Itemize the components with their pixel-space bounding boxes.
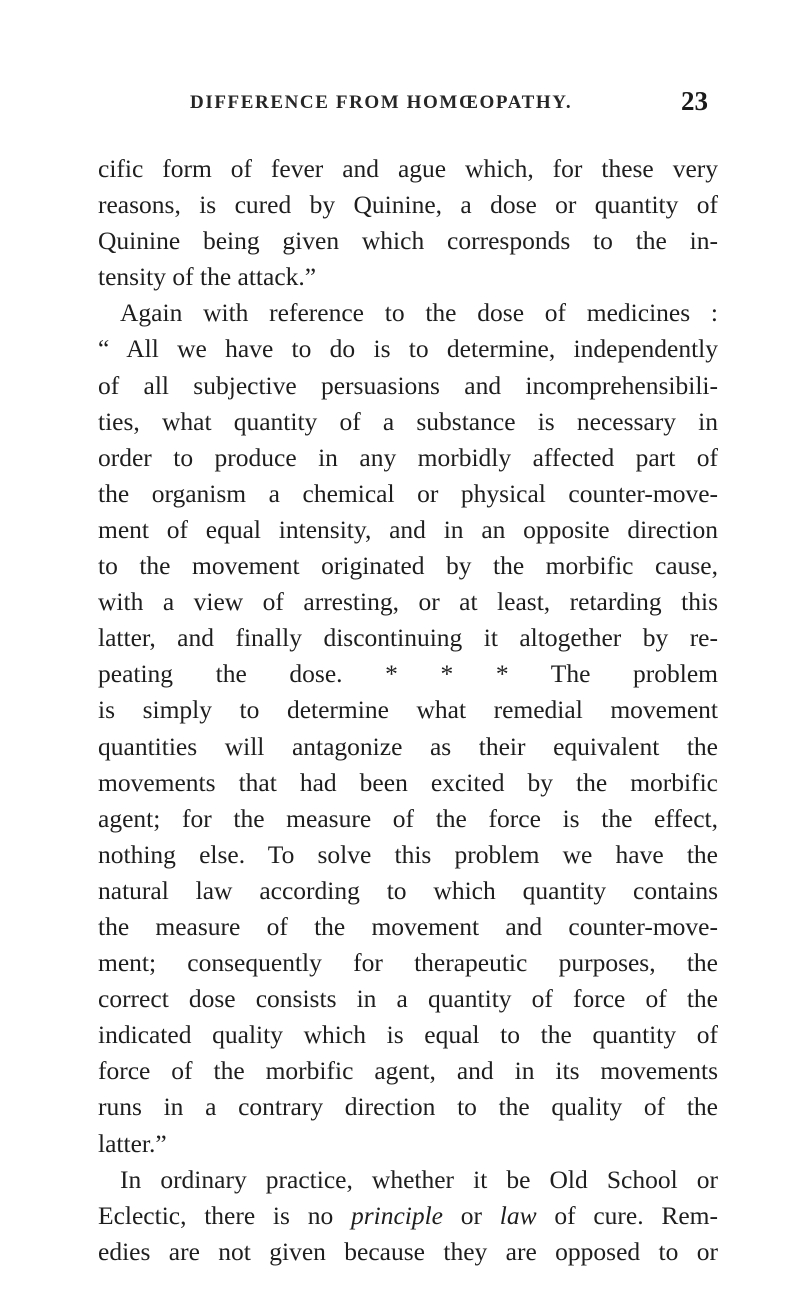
line-segment: or (443, 1200, 500, 1230)
text-line: In ordinary practice, whether it be Old School or (120, 1164, 718, 1194)
text-line-italic (98, 1198, 718, 1234)
text-line: agent; for the measure of the force is the effect, (98, 803, 718, 833)
text-line: nothing else. To solve this problem we have the (98, 839, 718, 869)
text-line: “ All we have to do is to determine, independently (98, 334, 718, 364)
text-line: ment; consequently for therapeutic purposes, the (98, 948, 718, 978)
running-head: DIFFERENCE FROM HOMŒOPATHY. (190, 92, 573, 113)
body-text (98, 151, 718, 1270)
text-line: correct dose consists in a quantity of force of the (98, 984, 718, 1014)
text-line: Quinine being given which corresponds to the in- (98, 226, 718, 256)
line-segment: Eclectic, there is no (98, 1200, 351, 1230)
text-line: latter.” (98, 1128, 167, 1158)
text-line: quantities will antagonize as their equivalent the (98, 731, 718, 761)
text-lines (98, 151, 718, 1198)
text-line: is simply to determine what remedial movement (98, 695, 718, 725)
text-line: cific form of fever and ague which, for these very (98, 154, 718, 183)
text-line: Again with reference to the dose of medicines : (120, 298, 718, 328)
line-segment: of cure. Rem- (536, 1200, 718, 1230)
text-line: indicated quality which is equal to the quantity of (98, 1020, 718, 1050)
text-line: of all subjective persuasions and incomprehensibili- (98, 370, 718, 400)
text-line: latter, and finally discontinuing it altogether by re- (98, 623, 718, 653)
page-header (98, 86, 708, 126)
text-line: the organism a chemical or physical counter-move- (98, 478, 718, 508)
text-line: ment of equal intensity, and in an opposite direction (98, 514, 718, 544)
text-line-final: edies are not given because they are opposed to or (98, 1236, 718, 1266)
text-line: runs in a contrary direction to the quality of the (98, 1092, 718, 1122)
text-line: order to produce in any morbidly affected part of (98, 442, 718, 472)
italic-word-law: law (499, 1200, 537, 1230)
text-line: with a view of arresting, or at least, retarding this (98, 587, 718, 617)
text-line: tensity of the attack.” (98, 262, 317, 292)
italic-word-principle: principle (350, 1200, 444, 1230)
text-line: the measure of the movement and counter-move- (98, 911, 718, 941)
text-line: natural law according to which quantity contains (98, 875, 718, 905)
page-number: 23 (681, 86, 708, 116)
text-line: movements that had been excited by the morbific (98, 767, 718, 797)
text-line: reasons, is cured by Quinine, a dose or quantity of (98, 190, 718, 220)
text-line: ties, what quantity of a substance is necessary in (98, 406, 718, 436)
text-line: force of the morbific agent, and in its movements (98, 1056, 718, 1086)
text-line: peating the dose. * * * The problem (98, 659, 718, 689)
text-line: to the movement originated by the morbific cause, (98, 551, 718, 581)
